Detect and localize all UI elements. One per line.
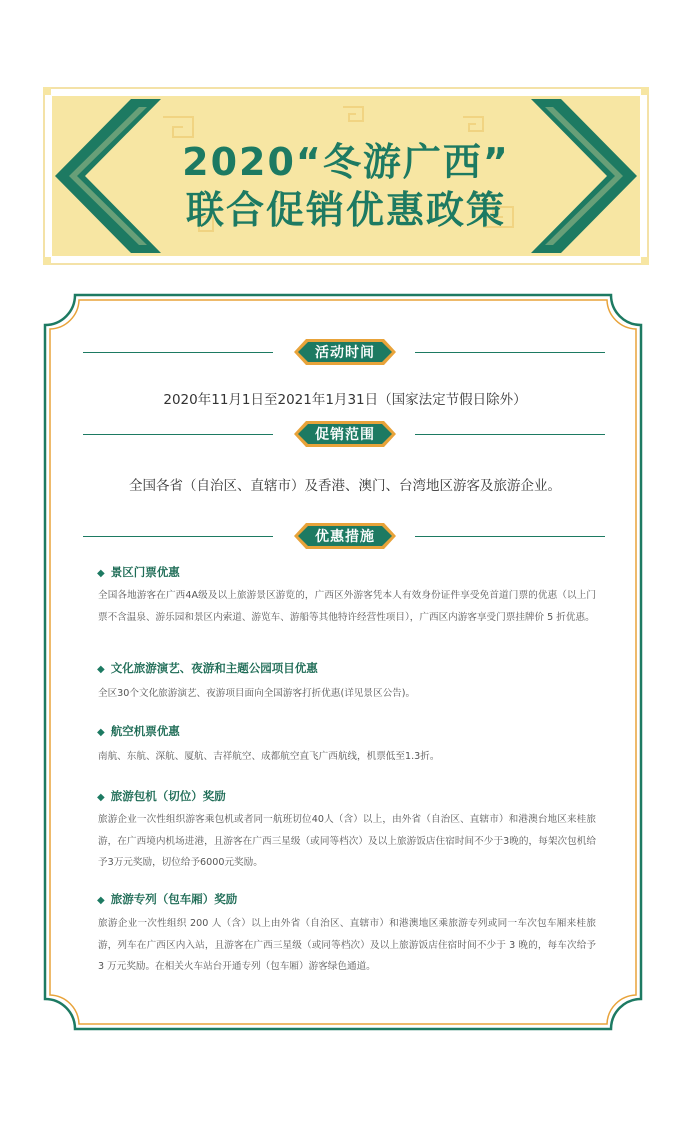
diamond-icon: ◆	[97, 568, 105, 579]
divider-left	[83, 352, 273, 353]
section-label-time-text: 活动时间	[315, 345, 375, 361]
divider-right	[415, 352, 605, 353]
diamond-icon: ◆	[97, 895, 105, 906]
measure-body: 旅游企业一次性组织 200 人（含）以上由外省（自治区、直辖市）和港澳地区乘旅游专列或同一车次包车厢来桂旅游，列车在广西区内入站，且游客在广西三星级（或同等档次）及以上旅游饭店住宿时间不少于 3 晚的，每车次给予 3 万元奖励。在相关火车站台开通专列（包车厢）游客绿色通道。	[98, 918, 596, 972]
diamond-icon: ◆	[97, 664, 105, 675]
promotion-scope-text: 全国各省（自治区、直辖市）及香港、澳门、台湾地区游客及旅游企业。	[129, 478, 561, 494]
section-label-scope	[294, 420, 396, 448]
divider-right	[415, 536, 605, 537]
measure-title: ◆ 景区门票优惠	[97, 565, 180, 579]
section-label-measures-text: 优惠措施	[315, 529, 375, 545]
measure-body: 全国各地游客在广西4A级及以上旅游景区游览的，广西区外游客凭本人有效身份证件享受免首道门票的优惠（以上门票不含温泉、游乐园和景区内索道、游览车、游船等其他特许经营性项目），广西区内游客享受门票挂牌价 5 折优惠。	[98, 590, 596, 623]
measure-title: ◆ 旅游包机（切位）奖励	[97, 789, 226, 803]
title-banner	[43, 87, 649, 265]
measure-title: ◆ 航空机票优惠	[97, 724, 180, 738]
section-label-scope-text: 促销范围	[315, 427, 375, 443]
measure-body: 旅游企业一次性组织游客乘包机或者同一航班切位40人（含）以上，由外省（自治区、直辖市）和港澳台地区来桂旅游，在广西境内机场进港，且游客在广西三星级（或同等档次）及以上旅游饭店住宿时间不少于3晚的，每架次包机给予3万元奖励，切位给予6000元奖励。	[98, 814, 596, 868]
diamond-icon: ◆	[97, 727, 105, 738]
banner-title-line-1: 2020“冬游广西”	[182, 140, 510, 184]
measure-body: 南航、东航、深航、厦航、吉祥航空、成都航空直飞广西航线，机票低至1.3折。	[98, 751, 440, 762]
activity-time-text: 2020年11月1日至2021年1月31日（国家法定节假日除外）	[163, 392, 527, 408]
section-label-measures	[294, 522, 396, 550]
divider-right	[415, 434, 605, 435]
measure-body: 全区30个文化旅游演艺、夜游项目面向全国游客打折优惠(详见景区公告)。	[98, 688, 416, 699]
divider-left	[83, 434, 273, 435]
measure-title: ◆ 文化旅游演艺、夜游和主题公园项目优惠	[97, 661, 318, 675]
diamond-icon: ◆	[97, 792, 105, 803]
divider-left	[83, 536, 273, 537]
measure-title: ◆ 旅游专列（包车厢）奖励	[97, 892, 238, 906]
banner-title-line-2: 联合促销优惠政策	[185, 188, 506, 232]
section-label-time	[294, 338, 396, 366]
